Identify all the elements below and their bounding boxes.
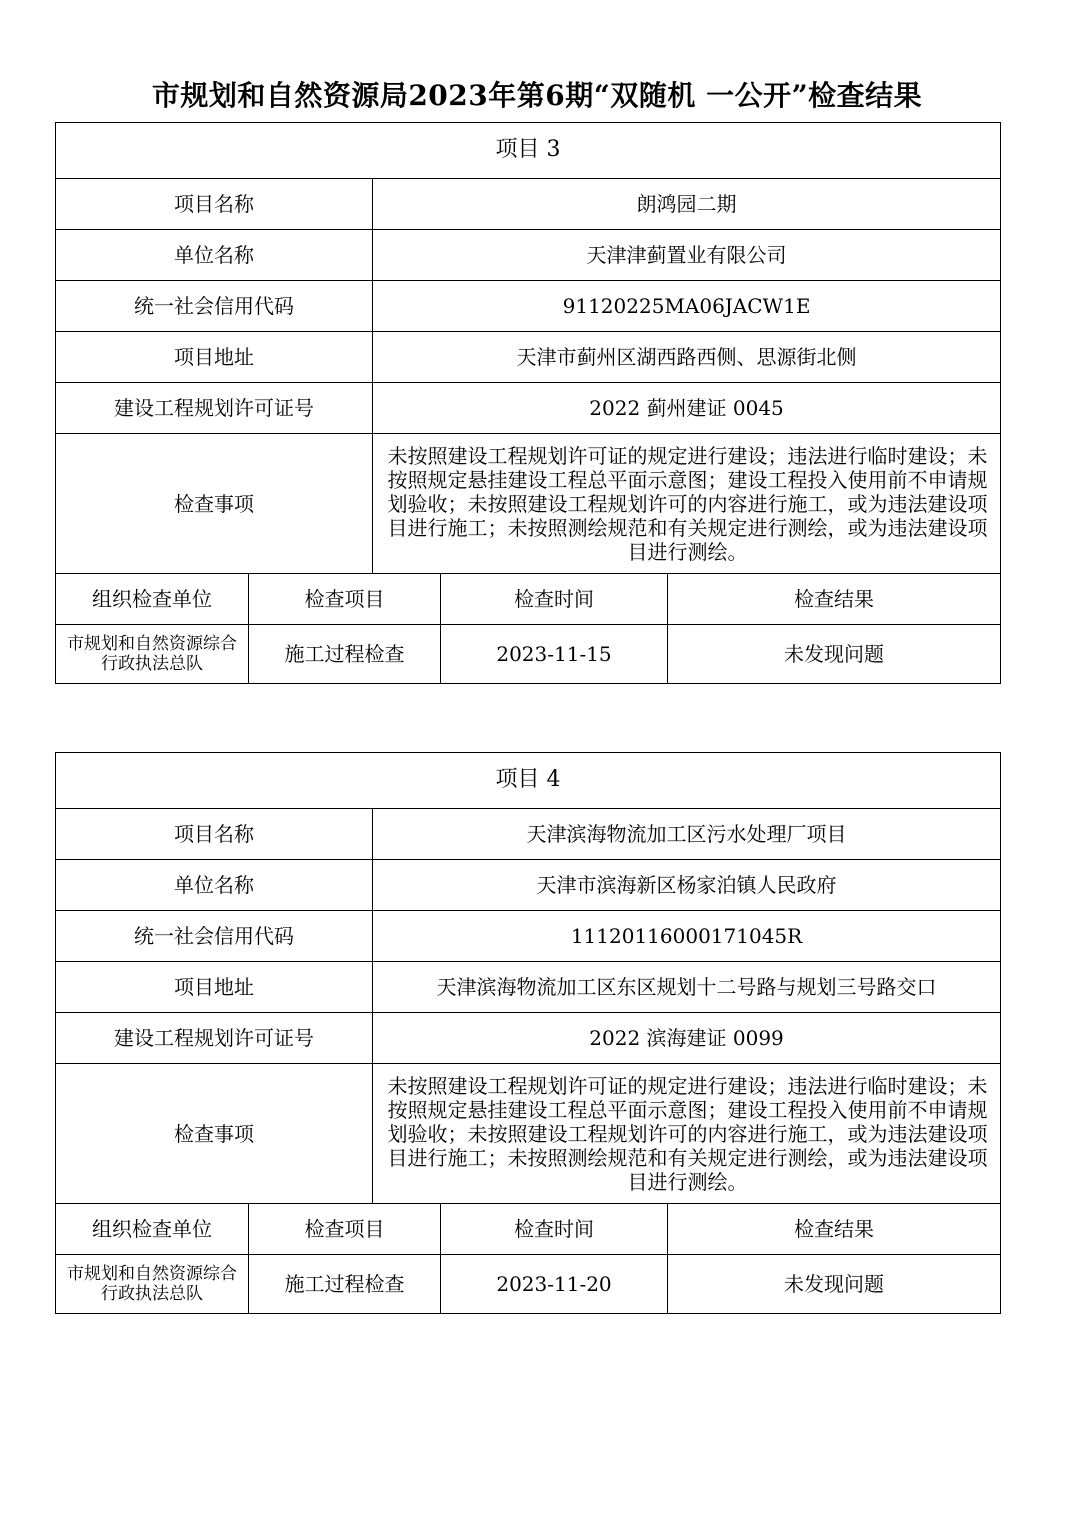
inspection-items-value: 未按照建设工程规划许可证的规定进行建设；违法进行临时建设；未按照规定悬挂建设工程总平面示意图；建设工程投入使用前不申请规划验收；未按照建设工程规划许可的内容进行施工，或为违法建设项目进行施工；未按照测绘规范和有关规定进行测绘，或为违法建设项目进行测绘。 (373, 434, 1001, 574)
address-label: 项目地址 (56, 332, 373, 383)
project-name-label: 项目名称 (56, 809, 373, 860)
permit-number-label: 建设工程规划许可证号 (56, 383, 373, 434)
permit-number-value: 2022 滨海建证 0099 (373, 1013, 1001, 1064)
check-item-header: 检查项目 (249, 574, 441, 625)
project-heading: 项目 3 (56, 123, 1001, 179)
address-value: 天津市蓟州区湖西路西侧、思源街北侧 (373, 332, 1001, 383)
permit-number-value: 2022 蓟州建证 0045 (373, 383, 1001, 434)
check-result-value: 未发现问题 (668, 625, 1001, 684)
company-name-label: 单位名称 (56, 230, 373, 281)
check-time-value: 2023-11-20 (441, 1255, 668, 1314)
org-unit-value: 市规划和自然资源综合行政执法总队 (56, 1255, 249, 1314)
org-unit-header: 组织检查单位 (56, 1204, 249, 1255)
credit-code-value: 11120116000171045R (373, 911, 1001, 962)
inspection-items-label: 检查事项 (56, 434, 373, 574)
project-name-label: 项目名称 (56, 179, 373, 230)
permit-number-label: 建设工程规划许可证号 (56, 1013, 373, 1064)
company-name-label: 单位名称 (56, 860, 373, 911)
inspection-items-label: 检查事项 (56, 1064, 373, 1204)
address-label: 项目地址 (56, 962, 373, 1013)
check-result-value: 未发现问题 (668, 1255, 1001, 1314)
project-table-4 (55, 752, 1001, 1314)
check-time-header: 检查时间 (441, 1204, 668, 1255)
project-table-3 (55, 122, 1001, 684)
check-item-value: 施工过程检查 (249, 625, 441, 684)
check-result-header: 检查结果 (668, 1204, 1001, 1255)
check-item-value: 施工过程检查 (249, 1255, 441, 1314)
project-heading: 项目 4 (56, 753, 1001, 809)
page-title: 市规划和自然资源局2023年第6期“双随机 一公开”检查结果 (151, 79, 923, 112)
check-time-header: 检查时间 (441, 574, 668, 625)
credit-code-value: 91120225MA06JACW1E (373, 281, 1001, 332)
project-name-value: 天津滨海物流加工区污水处理厂项目 (373, 809, 1001, 860)
check-item-header: 检查项目 (249, 1204, 441, 1255)
company-name-value: 天津津蓟置业有限公司 (373, 230, 1001, 281)
check-result-header: 检查结果 (668, 574, 1001, 625)
credit-code-label: 统一社会信用代码 (56, 281, 373, 332)
org-unit-value: 市规划和自然资源综合行政执法总队 (56, 625, 249, 684)
address-value: 天津滨海物流加工区东区规划十二号路与规划三号路交口 (373, 962, 1001, 1013)
credit-code-label: 统一社会信用代码 (56, 911, 373, 962)
inspection-items-value: 未按照建设工程规划许可证的规定进行建设；违法进行临时建设；未按照规定悬挂建设工程总平面示意图；建设工程投入使用前不申请规划验收；未按照建设工程规划许可的内容进行施工，或为违法建设项目进行施工；未按照测绘规范和有关规定进行测绘，或为违法建设项目进行测绘。 (373, 1064, 1001, 1204)
org-unit-header: 组织检查单位 (56, 574, 249, 625)
company-name-value: 天津市滨海新区杨家泊镇人民政府 (373, 860, 1001, 911)
project-name-value: 朗鸿园二期 (373, 179, 1001, 230)
check-time-value: 2023-11-15 (441, 625, 668, 684)
